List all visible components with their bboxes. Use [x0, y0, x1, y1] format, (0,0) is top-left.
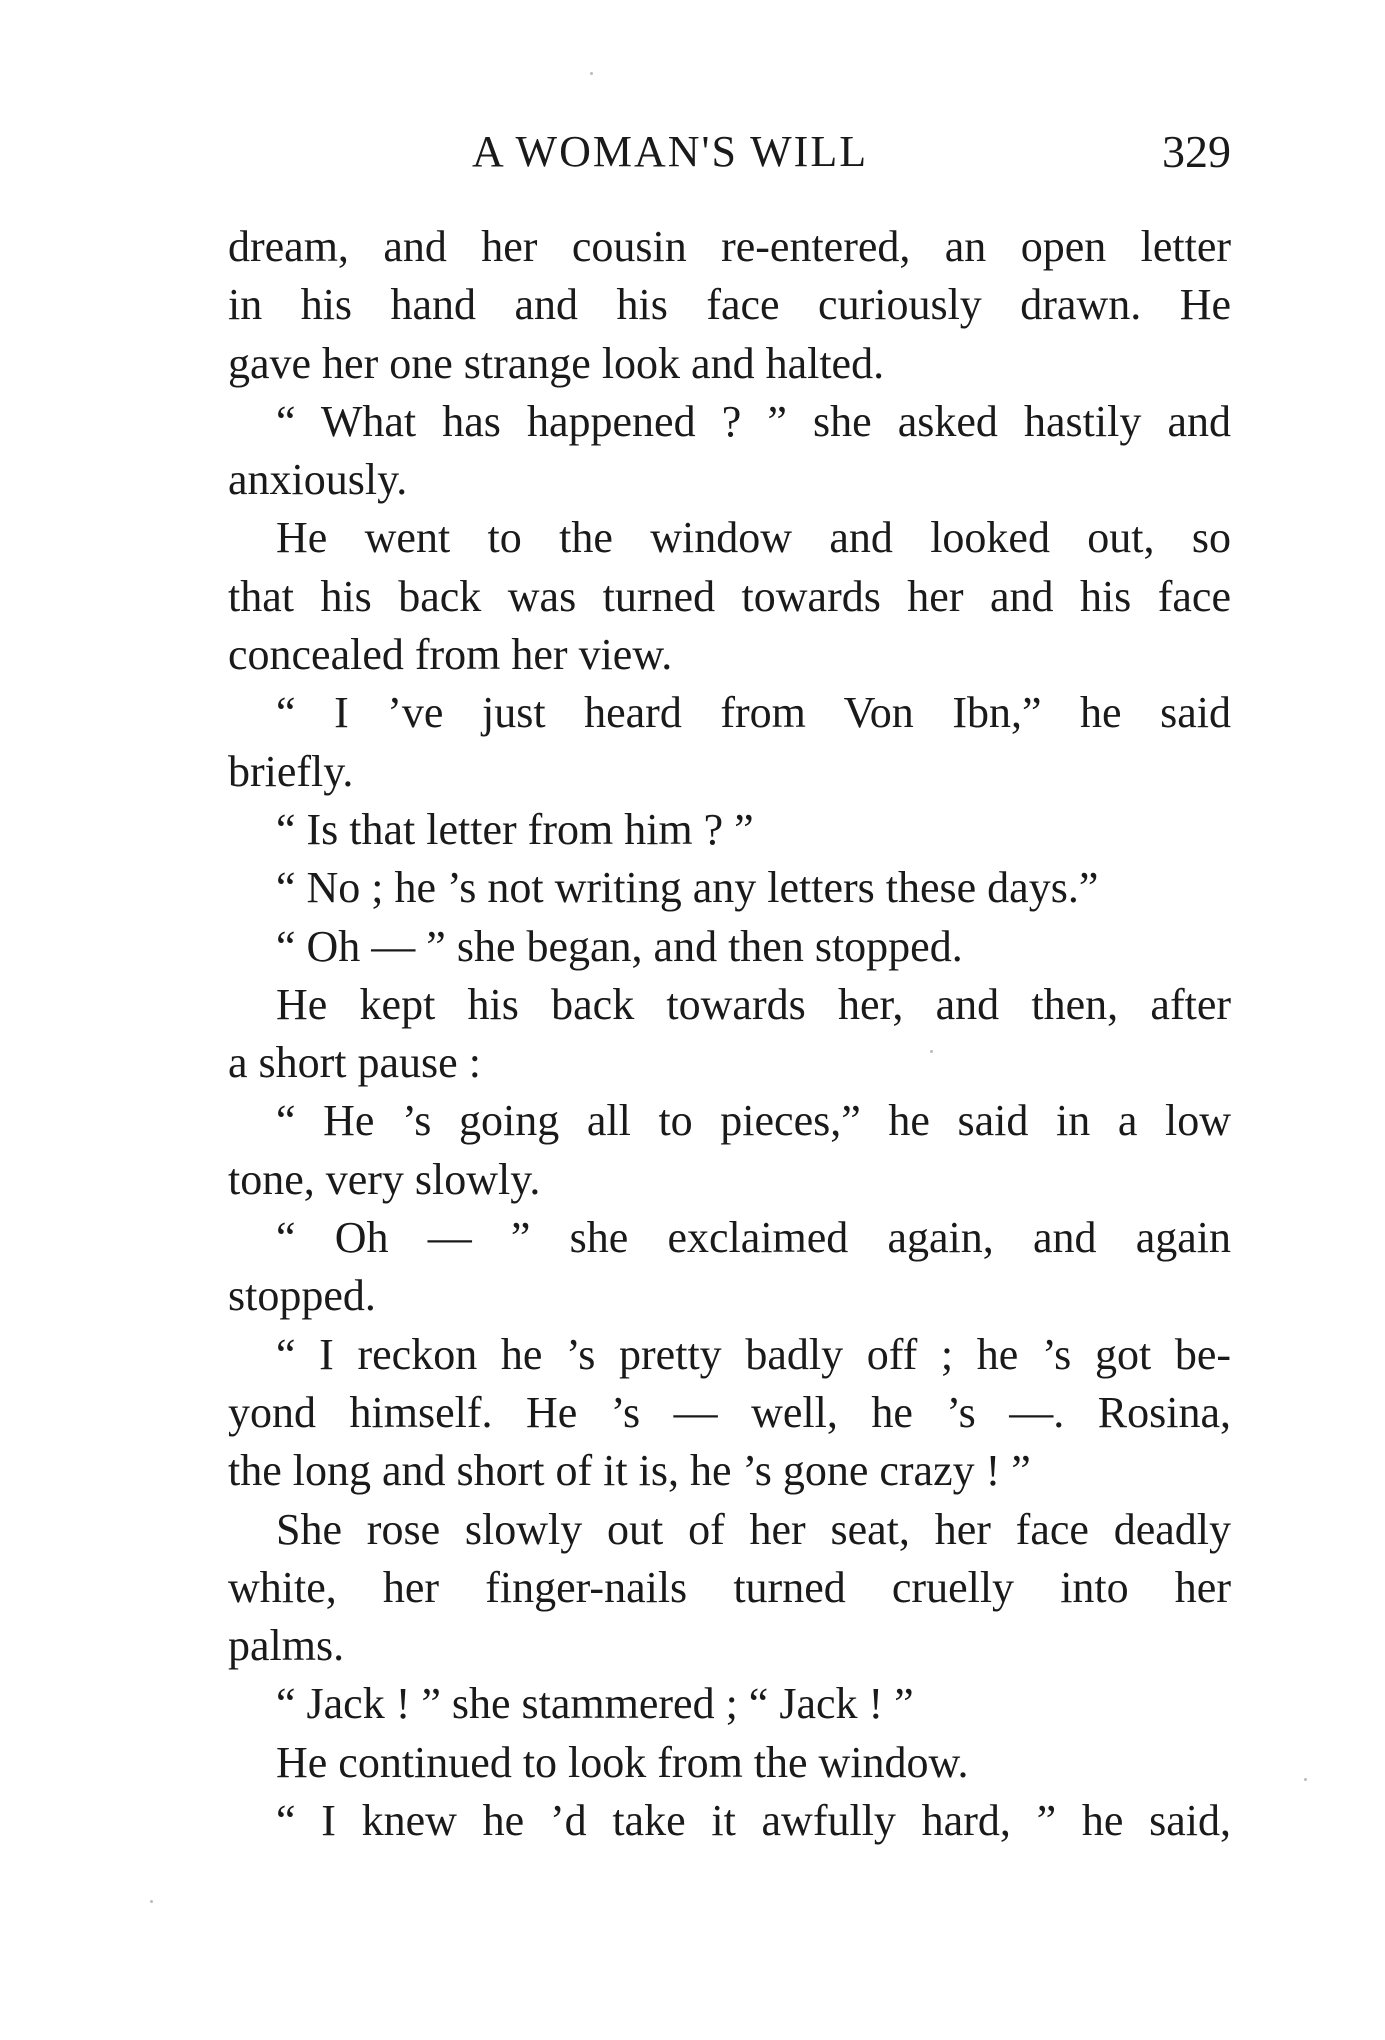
text-line: gave her one strange look and halted. [228, 338, 885, 388]
text-line: the long and short of it is, he ’s gone crazy ! ” [228, 1446, 1031, 1496]
text-line: white, her finger-nails turned cruelly into her [228, 1562, 1231, 1612]
text-line: palms. [228, 1621, 345, 1671]
text-line: that his back was turned towards her and his face [228, 571, 1231, 621]
text-line: He went to the window and looked out, so [276, 513, 1231, 563]
text-line: “ I knew he ’d take it awfully hard, ” he said, [276, 1796, 1231, 1846]
text-line: “ What has happened ? ” she asked hastily and [276, 396, 1231, 446]
text-line: in his hand and his face curiously drawn. He [228, 280, 1231, 330]
text-line: “ No ; he ’s not writing any letters these days.” [276, 863, 1099, 913]
paper-speck [150, 1900, 153, 1903]
text-line: “ I reckon he ’s pretty badly off ; he ’s got be- [276, 1329, 1231, 1379]
text-line: He kept his back towards her, and then, after [276, 979, 1231, 1029]
text-line: “ I ’ve just heard from Von Ibn,” he said [276, 688, 1231, 738]
text-line: concealed from her view. [228, 630, 673, 680]
text-line: “ Oh — ” she exclaimed again, and again [276, 1213, 1231, 1263]
text-line: a short pause : [228, 1038, 481, 1088]
text-line: dream, and her cousin re-entered, an open letter [228, 222, 1231, 271]
text-line: tone, very slowly. [228, 1154, 541, 1204]
paper-speck [590, 72, 593, 75]
text-line: “ Is that letter from him ? ” [276, 804, 754, 854]
body-text [228, 218, 1231, 1850]
text-line: stopped. [228, 1271, 376, 1321]
text-line: He continued to look from the window. [276, 1737, 969, 1787]
paper-speck [930, 1050, 933, 1053]
paper-speck [1304, 1778, 1307, 1781]
text-line: briefly. [228, 746, 354, 796]
text-line: She rose slowly out of her seat, her face deadly [276, 1504, 1231, 1554]
text-line: “ Oh — ” she began, and then stopped. [276, 921, 963, 971]
text-line: anxiously. [228, 455, 408, 505]
text-line: yond himself. He ’s — well, he ’s —. Rosina, [228, 1387, 1231, 1437]
text-line: “ Jack ! ” she stammered ; “ Jack ! ” [276, 1679, 914, 1729]
page-number: 329 [1162, 126, 1231, 177]
text-line: “ He ’s going all to pieces,” he said in a low [276, 1096, 1231, 1146]
running-title: A WOMAN'S WILL [472, 127, 869, 176]
